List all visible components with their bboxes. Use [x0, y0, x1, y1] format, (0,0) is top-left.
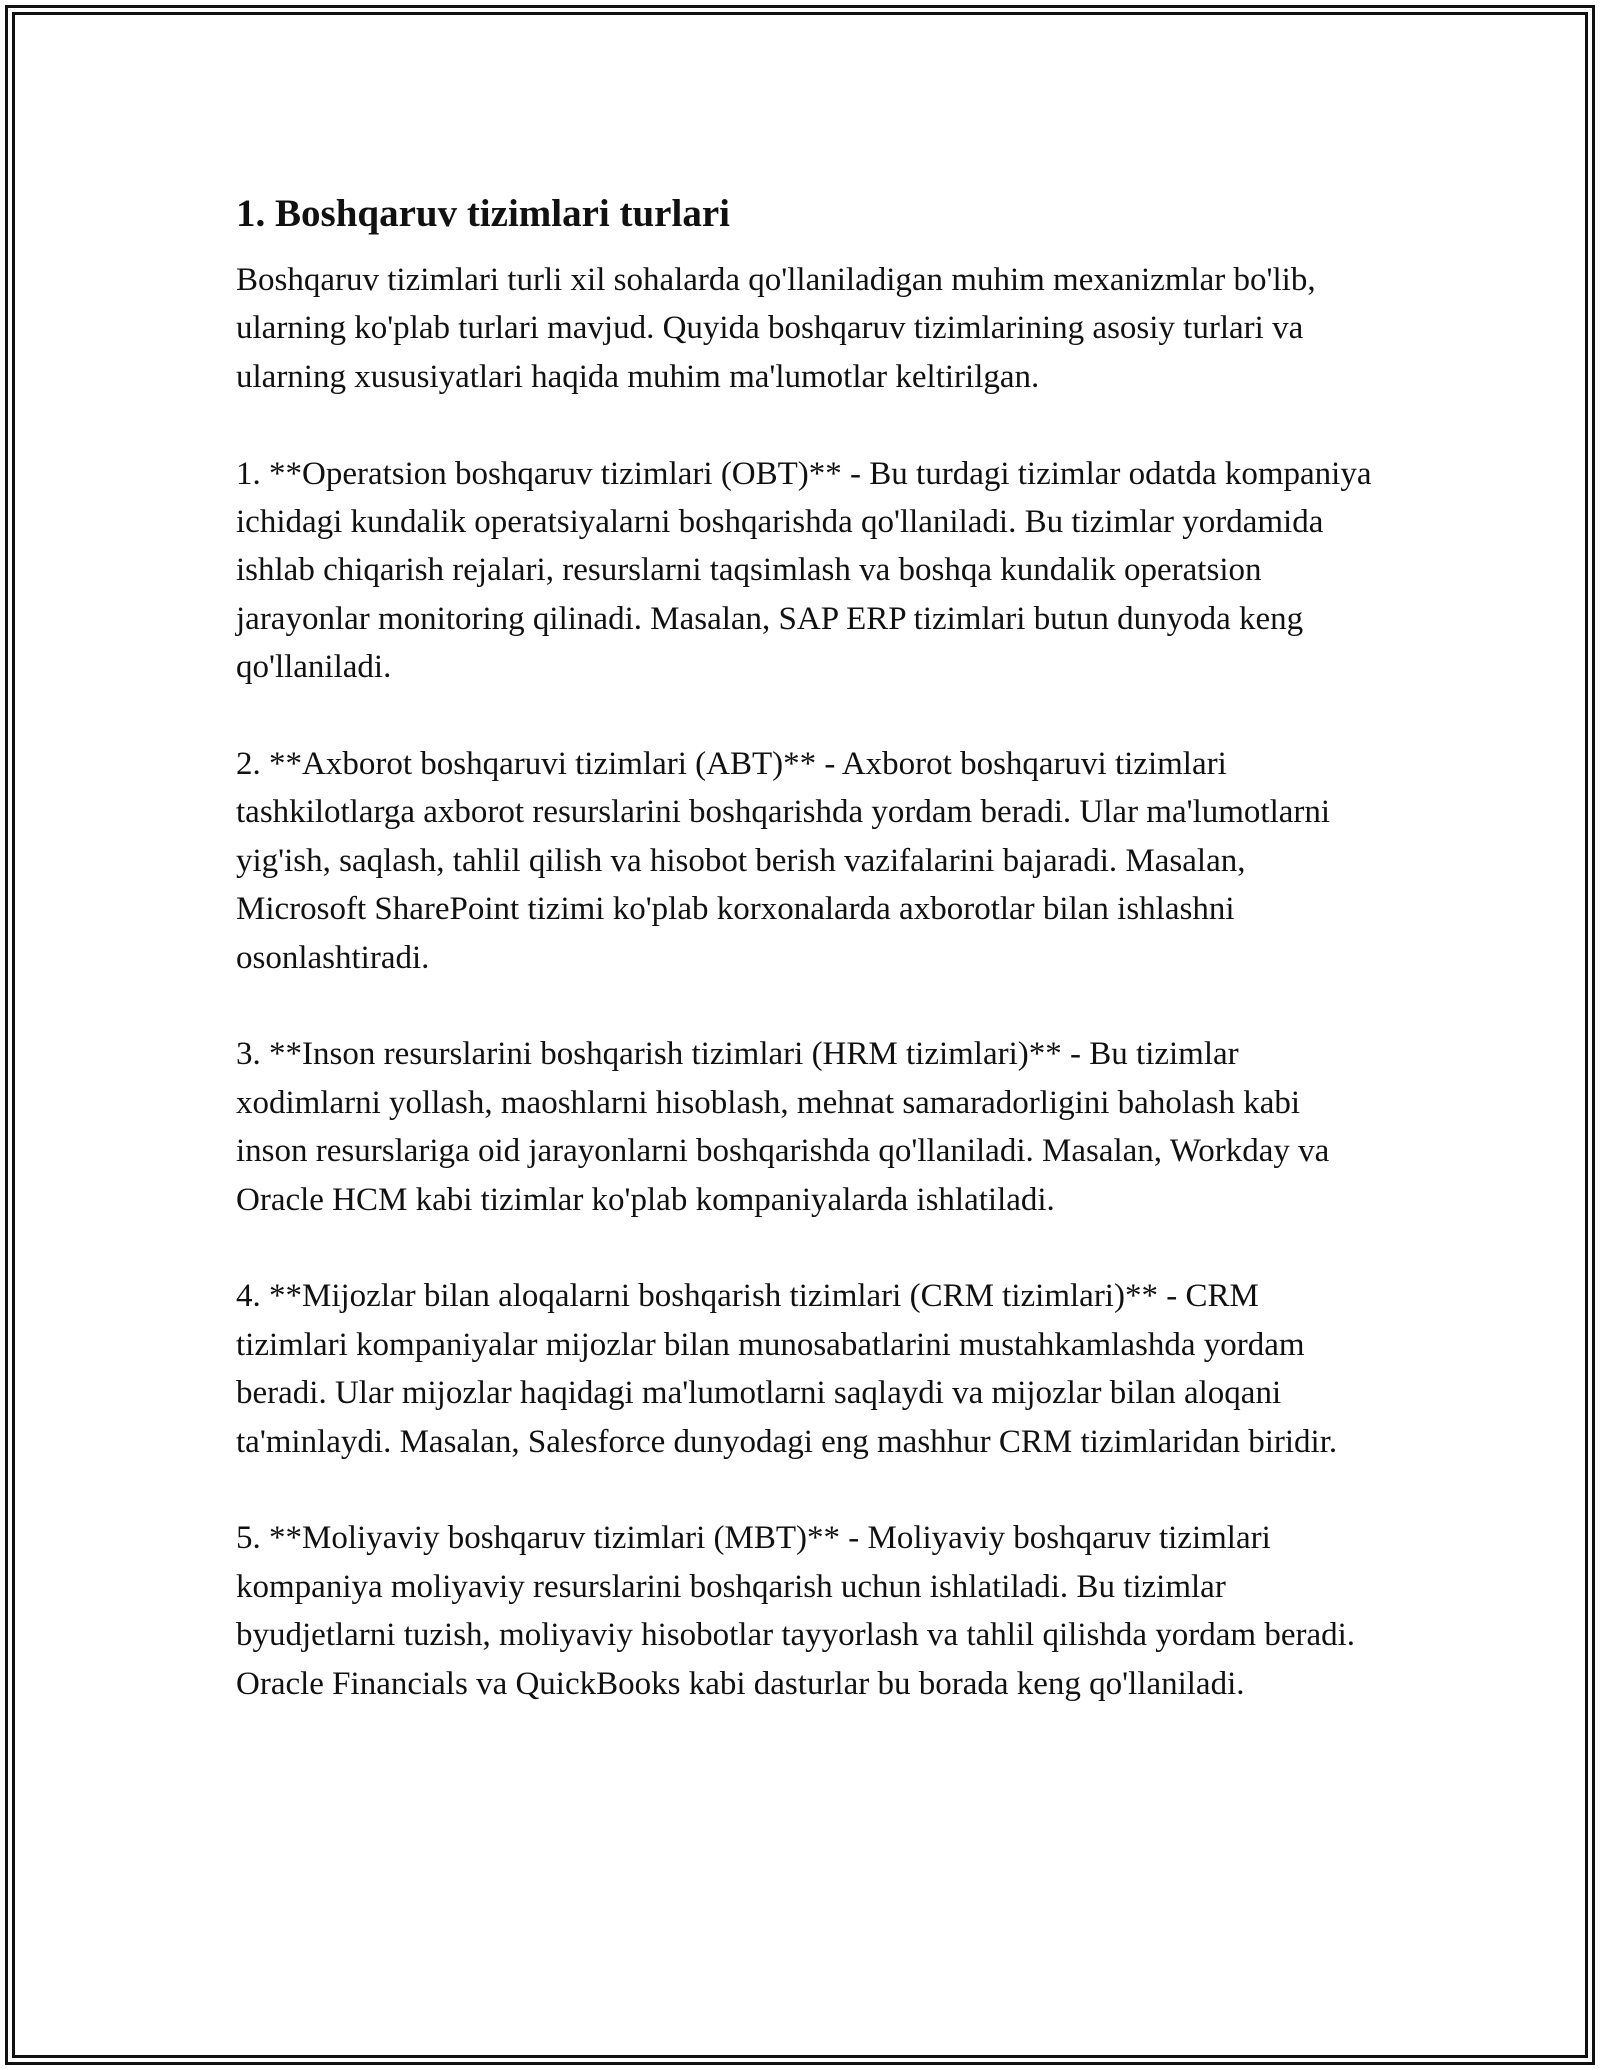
- section-heading: 1. Boshqaruv tizimlari turlari: [236, 192, 730, 235]
- paragraph-crm: 4. **Mijozlar bilan aloqalarni boshqarish tizimlari (CRM tizimlari)** - CRM tizimlari kompaniyalar mijozlar bilan munosabatlarini mustahkamlashda yordam beradi. Ular mijozlar haqidagi ma'lumotlarni saqlaydi va mijozlar bilan aloqani ta'minlaydi. Masalan, Salesforce dunyodagi eng mashhur CRM tizimlaridan biridir.: [236, 1278, 1338, 1460]
- paragraph-obt: 1. **Operatsion boshqaruv tizimlari (OBT)** - Bu turdagi tizimlar odatda kompaniya ichidagi kundalik operatsiyalarni boshqarishda qo'llaniladi. Bu tizimlar yordamida ishlab chiqarish rejalari, resurslarni taqsimlash va boshqa kundalik operatsion jarayonlar monitoring qilinadi. Masalan, SAP ERP tizimlari butun dunyoda keng qo'llaniladi.: [236, 455, 1372, 686]
- document-body: [236, 186, 1376, 1757]
- paragraph-mbt: 5. **Moliyaviy boshqaruv tizimlari (MBT)** - Moliyaviy boshqaruv tizimlari kompaniya moliyaviy resurslarini boshqarish uchun ishlatiladi. Bu tizimlar byudjetlarni tuzish, moliyaviy hisobotlar tayyorlash va tahlil qilishda yordam beradi. Oracle Financials va QuickBooks kabi dasturlar bu borada keng qo'llaniladi.: [236, 1520, 1356, 1702]
- intro-paragraph: Boshqaruv tizimlari turli xil sohalarda qo'llaniladigan muhim mexanizmlar bo'lib, ularning ko'plab turlari mavjud. Quyida boshqaruv tizimlarining asosiy turlari va ularning xususiyatlari haqida muhim ma'lumotlar keltirilgan.: [236, 262, 1316, 395]
- paragraph-abt: 2. **Axborot boshqaruvi tizimlari (ABT)** - Axborot boshqaruvi tizimlari tashkilotlarga axborot resurslarini boshqarishda yordam beradi. Ular ma'lumotlarni yig'ish, saqlash, tahlil qilish va hisobot berish vazifalarini bajaradi. Masalan, Microsoft SharePoint tizimi ko'plab korxonalarda axborotlar bilan ishlashni osonlashtiradi.: [236, 746, 1331, 976]
- paragraph-hrm: 3. **Inson resurslarini boshqarish tizimlari (HRM tizimlari)** - Bu tizimlar xodimlarni yollash, maoshlarni hisoblash, mehnat samaradorligini baholash kabi inson resurslariga oid jarayonlarni boshqarishda qo'llaniladi. Masalan, Workday va Oracle HCM kabi tizimlar ko'plab kompaniyalarda ishlatiladi.: [236, 1036, 1330, 1218]
